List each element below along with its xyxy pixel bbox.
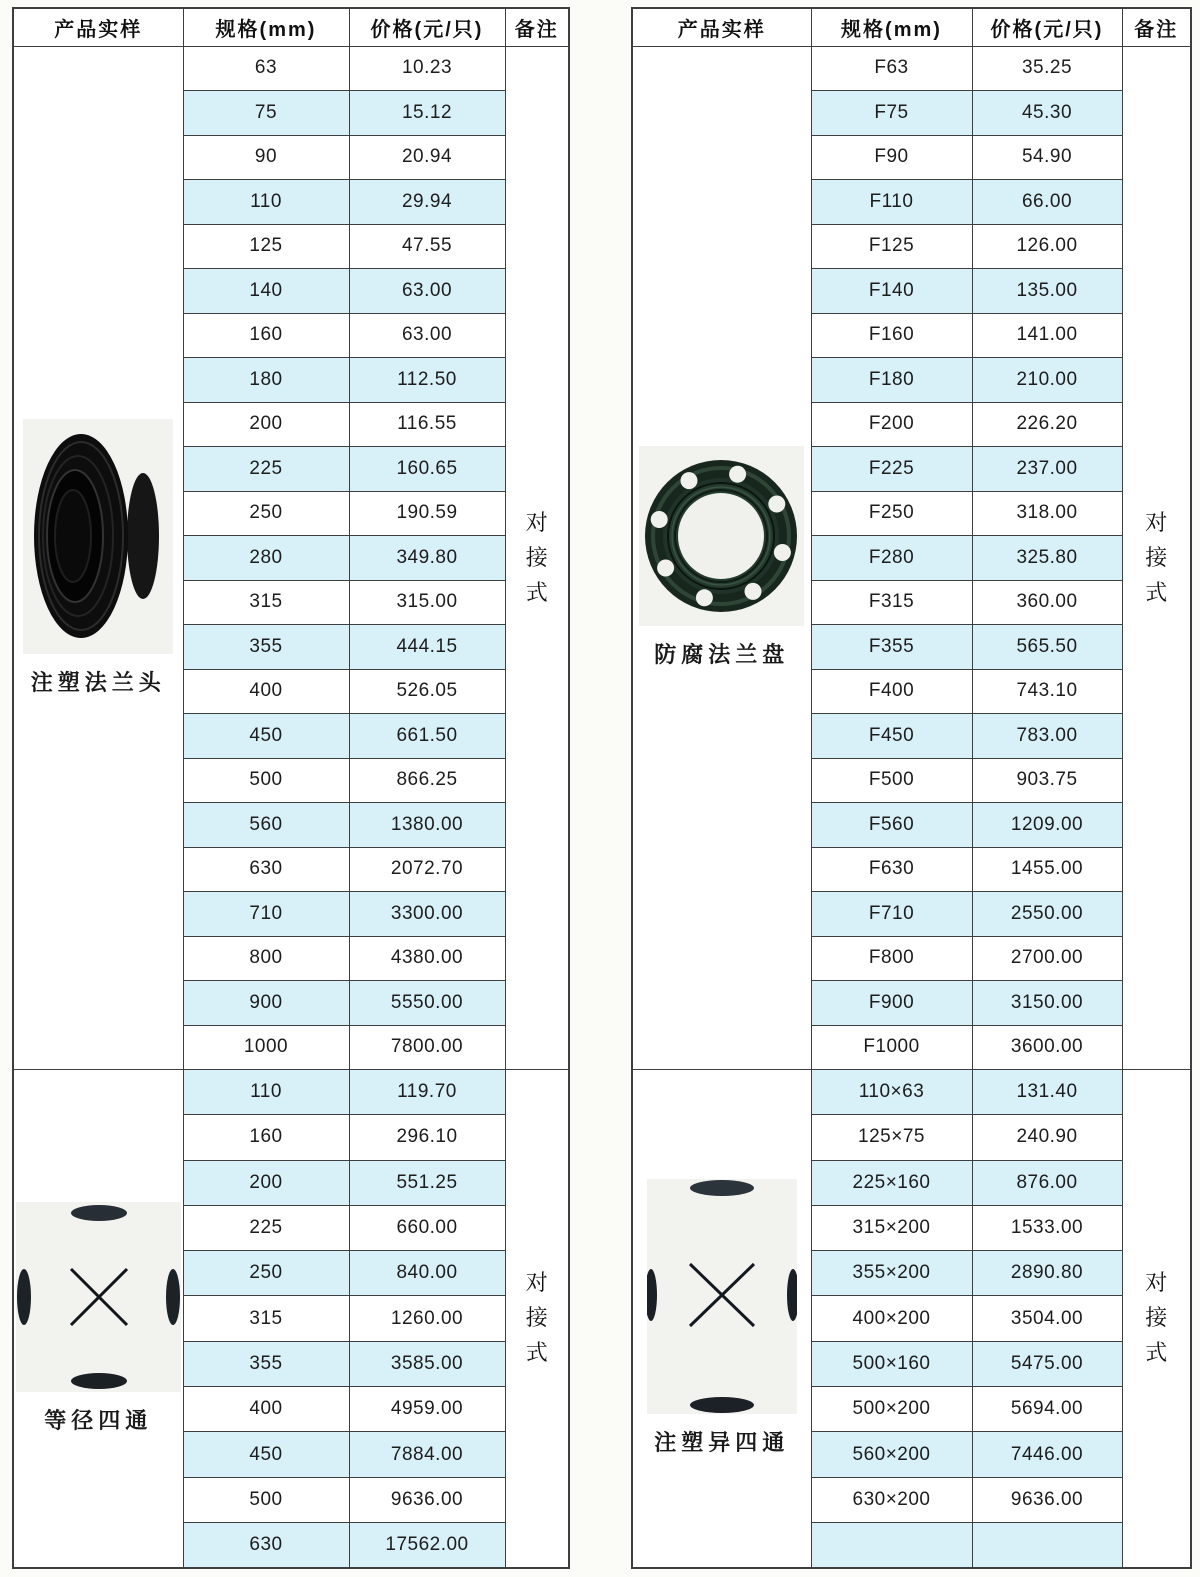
spec-cell: 125 xyxy=(183,224,349,269)
price-cell: 4959.00 xyxy=(349,1387,505,1432)
product-figure xyxy=(14,1202,183,1435)
spec-cell: 630×200 xyxy=(811,1477,972,1522)
spec-cell: 90 xyxy=(183,135,349,180)
spec-cell: 110 xyxy=(183,180,349,225)
spec-cell: 225 xyxy=(183,447,349,492)
spec-cell: F355 xyxy=(811,625,972,670)
spec-cell: 225×160 xyxy=(811,1160,972,1205)
spec-cell: 450 xyxy=(183,714,349,759)
spec-cell: 355×200 xyxy=(811,1251,972,1296)
column-header-remark: 备注 xyxy=(1122,8,1191,46)
price-cell: 3504.00 xyxy=(972,1296,1122,1341)
price-cell: 17562.00 xyxy=(349,1522,505,1567)
spec-cell: F225 xyxy=(811,447,972,492)
price-cell: 2072.70 xyxy=(349,847,505,892)
spec-cell: 400 xyxy=(183,1387,349,1432)
product-figure xyxy=(633,446,811,669)
product-name: 注塑异四通 xyxy=(654,1430,790,1456)
spec-cell: 315 xyxy=(183,1296,349,1341)
price-cell: 7446.00 xyxy=(972,1432,1122,1477)
remark-cell xyxy=(1122,1070,1191,1568)
price-cell: 444.15 xyxy=(349,625,505,670)
spec-cell: 250 xyxy=(183,491,349,536)
spec-cell: F63 xyxy=(811,46,972,91)
column-header-product: 产品实样 xyxy=(13,8,183,46)
price-cell: 551.25 xyxy=(349,1160,505,1205)
price-cell: 7800.00 xyxy=(349,1025,505,1070)
table-row xyxy=(632,46,1191,91)
spec-cell: 200 xyxy=(183,402,349,447)
price-cell: 1260.00 xyxy=(349,1296,505,1341)
spec-cell: 140 xyxy=(183,269,349,314)
table-row xyxy=(13,46,569,91)
remark-char: 对 xyxy=(1145,1270,1168,1296)
price-cell: 565.50 xyxy=(972,625,1122,670)
price-cell: 116.55 xyxy=(349,402,505,447)
price-cell: 240.90 xyxy=(972,1115,1122,1160)
remark-char: 对 xyxy=(1145,509,1168,535)
price-cell: 112.50 xyxy=(349,358,505,403)
price-cell: 63.00 xyxy=(349,313,505,358)
price-cell: 661.50 xyxy=(349,714,505,759)
spec-cell: F280 xyxy=(811,536,972,581)
spec-cell: 1000 xyxy=(183,1025,349,1070)
price-cell: 131.40 xyxy=(972,1070,1122,1115)
price-table-right xyxy=(631,7,1192,1569)
price-cell: 5475.00 xyxy=(972,1341,1122,1386)
price-cell: 840.00 xyxy=(349,1251,505,1296)
price-cell: 141.00 xyxy=(972,313,1122,358)
price-cell: 160.65 xyxy=(349,447,505,492)
spec-cell: 110×63 xyxy=(811,1070,972,1115)
price-cell: 1209.00 xyxy=(972,803,1122,848)
price-cell: 876.00 xyxy=(972,1160,1122,1205)
spec-cell: 500 xyxy=(183,758,349,803)
spec-cell: 110 xyxy=(183,1070,349,1115)
price-cell: 63.00 xyxy=(349,269,505,314)
price-cell xyxy=(972,1522,1122,1567)
product-name: 等径四通 xyxy=(44,1407,153,1433)
column-header-spec: 规格(mm) xyxy=(811,8,972,46)
price-cell: 15.12 xyxy=(349,91,505,136)
spec-cell: 355 xyxy=(183,625,349,670)
product-cell xyxy=(632,1070,811,1568)
spec-cell: F200 xyxy=(811,402,972,447)
remark-cell xyxy=(505,46,569,1070)
remark-char: 对 xyxy=(525,509,548,535)
product-figure xyxy=(633,1179,811,1457)
spec-cell: F450 xyxy=(811,714,972,759)
price-table-left xyxy=(12,7,570,1569)
spec-cell: F400 xyxy=(811,669,972,714)
spec-cell: F90 xyxy=(811,135,972,180)
price-cell: 35.25 xyxy=(972,46,1122,91)
spec-cell: 63 xyxy=(183,46,349,91)
column-header-price: 价格(元/只) xyxy=(972,8,1122,46)
table-row xyxy=(13,1070,569,1115)
price-cell: 2550.00 xyxy=(972,892,1122,937)
price-cell: 1455.00 xyxy=(972,847,1122,892)
remark-char: 接 xyxy=(525,544,548,570)
column-header-product: 产品实样 xyxy=(632,8,811,46)
spec-cell: F160 xyxy=(811,313,972,358)
price-cell: 226.20 xyxy=(972,402,1122,447)
spec-cell: 630 xyxy=(183,847,349,892)
price-cell: 119.70 xyxy=(349,1070,505,1115)
price-cell: 526.05 xyxy=(349,669,505,714)
price-cell: 3600.00 xyxy=(972,1025,1122,1070)
price-cell: 325.80 xyxy=(972,536,1122,581)
price-cell: 315.00 xyxy=(349,580,505,625)
spec-cell: F800 xyxy=(811,936,972,981)
column-header-spec: 规格(mm) xyxy=(183,8,349,46)
price-cell: 349.80 xyxy=(349,536,505,581)
product-cell xyxy=(632,46,811,1070)
column-header-remark: 备注 xyxy=(505,8,569,46)
spec-cell: F500 xyxy=(811,758,972,803)
spec-cell: F1000 xyxy=(811,1025,972,1070)
price-cell: 20.94 xyxy=(349,135,505,180)
remark-cell xyxy=(505,1070,569,1568)
spec-cell: 560×200 xyxy=(811,1432,972,1477)
corrosion-flange-photo xyxy=(639,446,804,626)
price-cell: 210.00 xyxy=(972,358,1122,403)
price-cell: 135.00 xyxy=(972,269,1122,314)
spec-cell: 315×200 xyxy=(811,1205,972,1250)
remark-char: 式 xyxy=(1145,579,1168,605)
spec-cell: 160 xyxy=(183,313,349,358)
spec-cell: 450 xyxy=(183,1432,349,1477)
price-cell: 5550.00 xyxy=(349,981,505,1026)
price-cell: 9636.00 xyxy=(349,1477,505,1522)
remark-char: 式 xyxy=(1145,1340,1168,1366)
price-cell: 296.10 xyxy=(349,1115,505,1160)
remark-char: 接 xyxy=(525,1305,548,1331)
price-cell: 3585.00 xyxy=(349,1341,505,1386)
header-row xyxy=(13,8,569,46)
spec-cell: 400×200 xyxy=(811,1296,972,1341)
price-cell: 2700.00 xyxy=(972,936,1122,981)
price-cell: 1533.00 xyxy=(972,1205,1122,1250)
product-name: 注塑法兰头 xyxy=(30,669,166,695)
remark-char: 对 xyxy=(525,1270,548,1296)
spec-cell: 180 xyxy=(183,358,349,403)
remark-char: 接 xyxy=(1145,544,1168,570)
price-cell: 866.25 xyxy=(349,758,505,803)
spec-cell: 125×75 xyxy=(811,1115,972,1160)
price-cell: 1380.00 xyxy=(349,803,505,848)
column-header-price: 价格(元/只) xyxy=(349,8,505,46)
price-cell: 903.75 xyxy=(972,758,1122,803)
price-cell: 9636.00 xyxy=(972,1477,1122,1522)
remark-char: 式 xyxy=(525,1340,548,1366)
table-row xyxy=(632,1070,1191,1115)
spec-cell: 500 xyxy=(183,1477,349,1522)
price-cell: 126.00 xyxy=(972,224,1122,269)
price-cell: 743.10 xyxy=(972,669,1122,714)
spec-cell: F250 xyxy=(811,491,972,536)
spec-cell: 400 xyxy=(183,669,349,714)
price-cell: 2890.80 xyxy=(972,1251,1122,1296)
spec-cell: 800 xyxy=(183,936,349,981)
remark-char: 接 xyxy=(1145,1305,1168,1331)
price-cell: 190.59 xyxy=(349,491,505,536)
price-cell: 10.23 xyxy=(349,46,505,91)
spec-cell: 355 xyxy=(183,1341,349,1386)
spec-cell: F710 xyxy=(811,892,972,937)
spec-cell: F125 xyxy=(811,224,972,269)
reducing-cross-photo xyxy=(647,1179,797,1414)
spec-cell: 250 xyxy=(183,1251,349,1296)
price-cell: 5694.00 xyxy=(972,1387,1122,1432)
product-figure xyxy=(14,419,183,697)
price-cell: 7884.00 xyxy=(349,1432,505,1477)
spec-cell: F630 xyxy=(811,847,972,892)
spec-cell: 900 xyxy=(183,981,349,1026)
price-cell: 66.00 xyxy=(972,180,1122,225)
spec-cell: 75 xyxy=(183,91,349,136)
spec-cell: F315 xyxy=(811,580,972,625)
price-cell: 4380.00 xyxy=(349,936,505,981)
spec-cell: 315 xyxy=(183,580,349,625)
price-cell: 47.55 xyxy=(349,224,505,269)
price-cell: 660.00 xyxy=(349,1205,505,1250)
price-cell: 783.00 xyxy=(972,714,1122,759)
product-cell xyxy=(13,46,183,1070)
price-cell: 29.94 xyxy=(349,180,505,225)
spec-cell: 280 xyxy=(183,536,349,581)
spec-cell: F900 xyxy=(811,981,972,1026)
spec-cell: 500×160 xyxy=(811,1341,972,1386)
spec-cell: 500×200 xyxy=(811,1387,972,1432)
price-cell: 360.00 xyxy=(972,580,1122,625)
price-cell: 237.00 xyxy=(972,447,1122,492)
spec-cell: F75 xyxy=(811,91,972,136)
product-cell xyxy=(13,1070,183,1568)
price-cell: 54.90 xyxy=(972,135,1122,180)
spec-cell: F110 xyxy=(811,180,972,225)
spec-cell: 710 xyxy=(183,892,349,937)
spec-cell xyxy=(811,1522,972,1567)
product-name: 防腐法兰盘 xyxy=(654,642,790,668)
price-cell: 318.00 xyxy=(972,491,1122,536)
price-cell: 45.30 xyxy=(972,91,1122,136)
spec-cell: 200 xyxy=(183,1160,349,1205)
spec-cell: 560 xyxy=(183,803,349,848)
equal-cross-photo xyxy=(16,1202,181,1392)
spec-cell: F180 xyxy=(811,358,972,403)
flange-head-photo xyxy=(23,419,173,654)
spec-cell: 160 xyxy=(183,1115,349,1160)
price-cell: 3300.00 xyxy=(349,892,505,937)
spec-cell: 225 xyxy=(183,1205,349,1250)
remark-char: 式 xyxy=(525,579,548,605)
remark-cell xyxy=(1122,46,1191,1070)
spec-cell: F560 xyxy=(811,803,972,848)
price-cell: 3150.00 xyxy=(972,981,1122,1026)
spec-cell: 630 xyxy=(183,1522,349,1567)
spec-cell: F140 xyxy=(811,269,972,314)
header-row xyxy=(632,8,1191,46)
